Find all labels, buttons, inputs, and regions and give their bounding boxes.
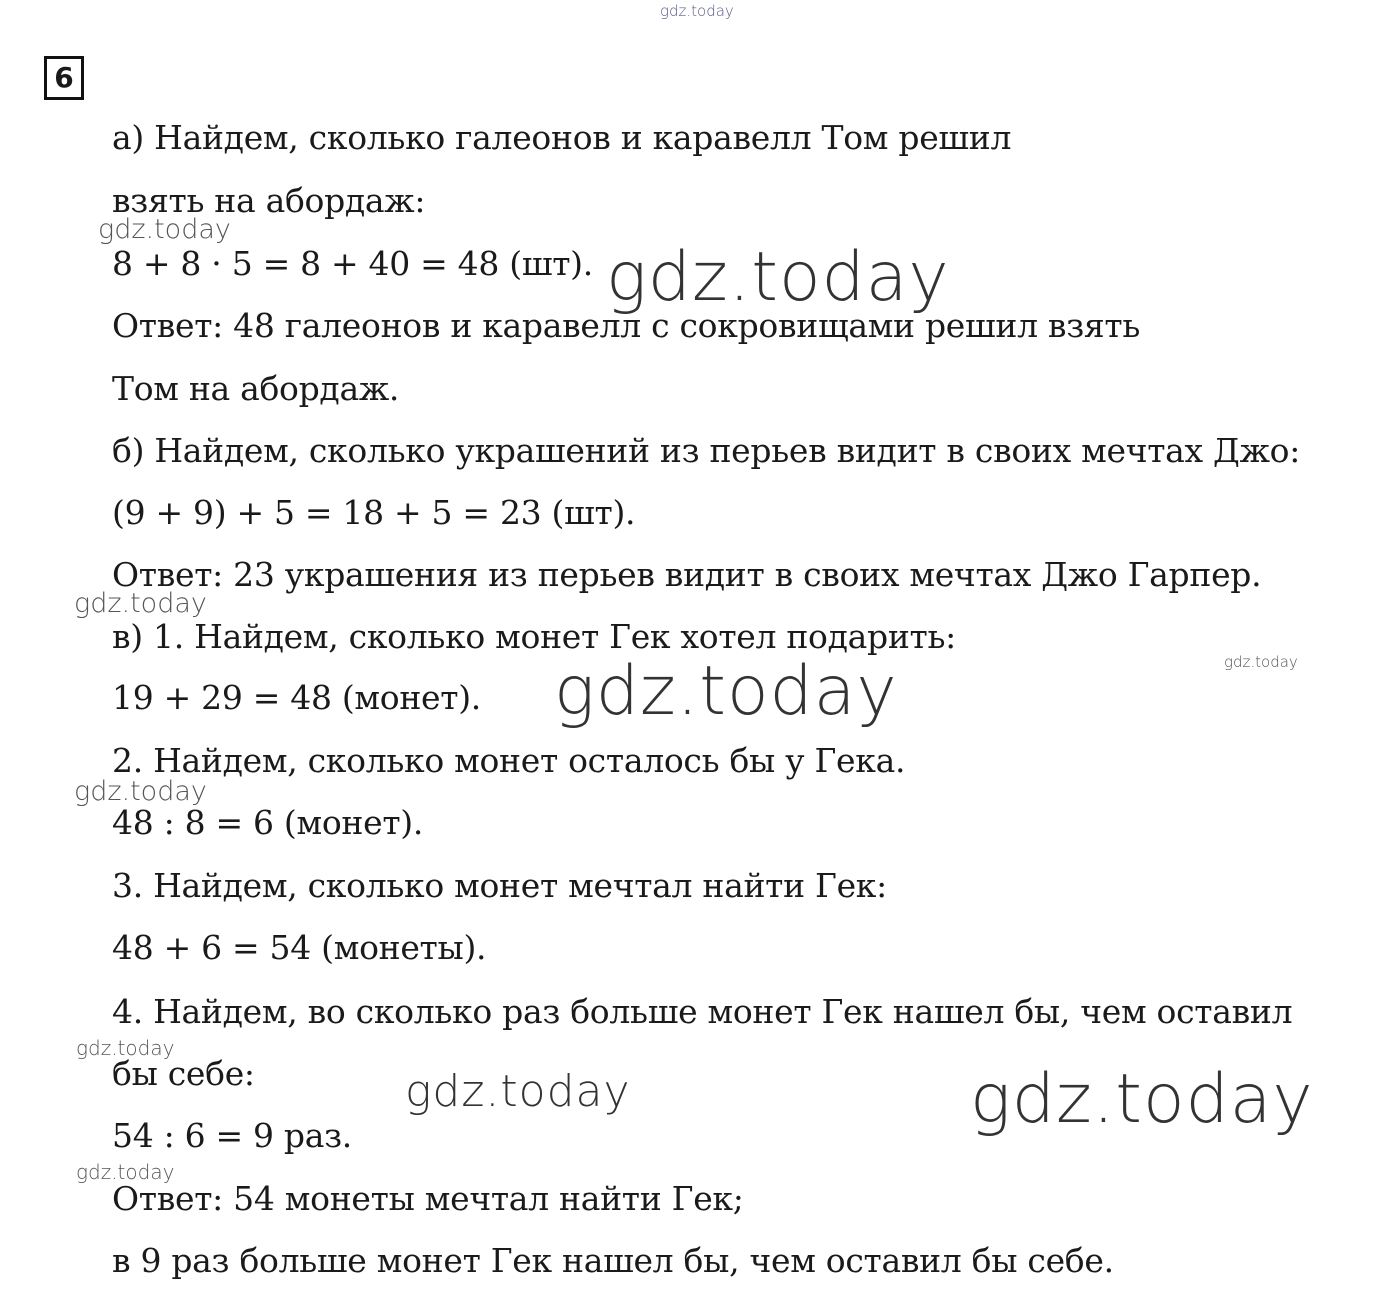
text-line: б) Найдем, сколько украшений из перьев видит в своих мечтах Джо: (112, 431, 1301, 470)
text-line: а) Найдем, сколько галеонов и каравелл Том решил (112, 118, 1012, 157)
text-line: 4. Найдем, во сколько раз больше монет Гек нашел бы, чем оставил (112, 992, 1293, 1031)
task-number-box: 6 (44, 56, 84, 100)
watermark: gdz.today (970, 1060, 1314, 1139)
watermark: gdz.today (74, 588, 207, 619)
watermark: gdz.today (606, 238, 950, 317)
watermark: gdz.today (76, 1036, 175, 1060)
watermark: gdz.today (1224, 653, 1298, 671)
answer-line: Ответ: 48 галеонов и каравелл с сокровищами решил взять (112, 306, 1141, 345)
text-line: Том на абордаж. (112, 369, 400, 408)
watermark: gdz.today (98, 214, 231, 245)
answer-line: Ответ: 54 монеты мечтал найти Гек; (112, 1179, 744, 1218)
text-line: 2. Найдем, сколько монет осталось бы у Гека. (112, 741, 906, 780)
text-line: в) 1. Найдем, сколько монет Гек хотел подарить: (112, 617, 956, 656)
text-line: 3. Найдем, сколько монет мечтал найти Гек: (112, 866, 887, 905)
equation-line: 8 + 8 · 5 = 8 + 40 = 48 (шт). (112, 244, 593, 283)
equation-line: 54 : 6 = 9 раз. (112, 1116, 352, 1155)
equation-line: 48 : 8 = 6 (монет). (112, 803, 424, 842)
equation-line: 19 + 29 = 48 (монет). (112, 678, 481, 717)
watermark: gdz.today (554, 652, 898, 731)
answer-line: Ответ: 23 украшения из перьев видит в своих мечтах Джо Гарпер. (112, 555, 1262, 594)
equation-line: 48 + 6 = 54 (монеты). (112, 928, 487, 967)
watermark: gdz.today (76, 1160, 175, 1184)
watermark: gdz.today (74, 776, 207, 807)
text-line: взять на абордаж: (112, 181, 426, 220)
answer-line: в 9 раз больше монет Гек нашел бы, чем оставил бы себе. (112, 1241, 1114, 1280)
equation-line: (9 + 9) + 5 = 18 + 5 = 23 (шт). (112, 493, 636, 532)
text-line: бы себе: (112, 1054, 255, 1093)
watermark: gdz.today (405, 1066, 631, 1117)
watermark-top: gdz.today (660, 2, 734, 20)
